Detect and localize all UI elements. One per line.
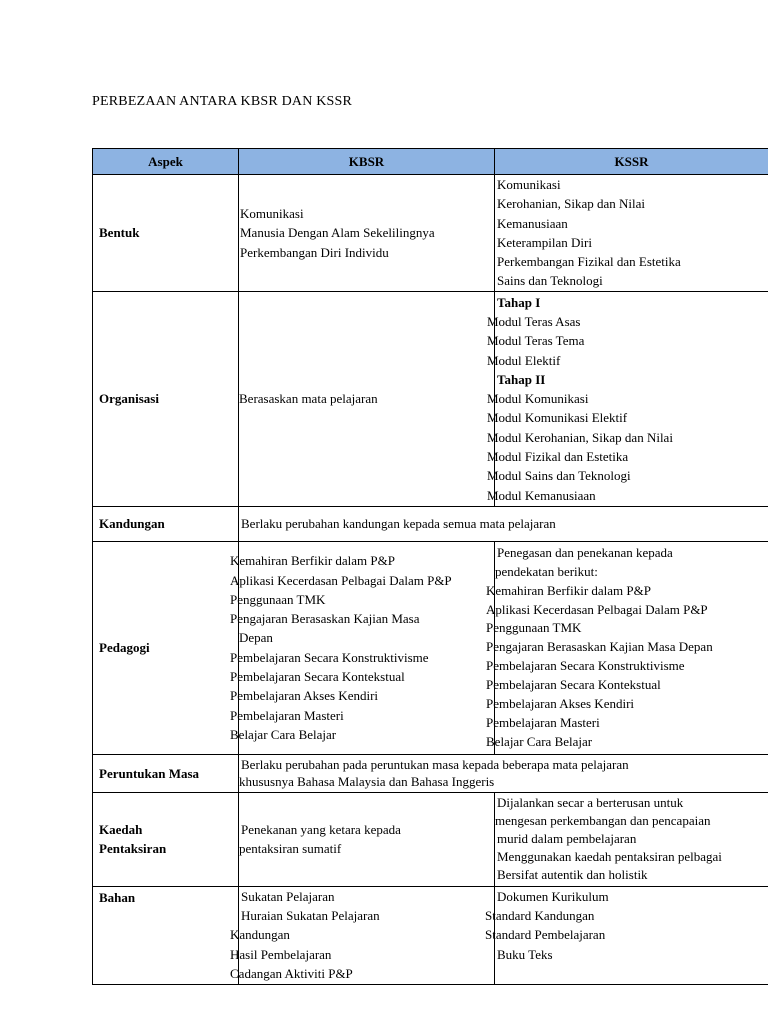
list-item: Penegasan dan penekanan kepada xyxy=(497,544,673,560)
row-kandungan xyxy=(93,506,768,541)
kssr-organisasi xyxy=(487,291,768,506)
aspek-kaedah-pentaksiran xyxy=(93,792,239,886)
list-item: Pengajaran Berasaskan Kajian Masa xyxy=(230,611,420,627)
list-item: Penggunaan TMK xyxy=(230,591,326,607)
aspek-line: Pentaksiran xyxy=(99,841,167,857)
list-item: pentaksiran sumatif xyxy=(239,841,342,857)
list-item: Pembelajaran Secara Kontekstual xyxy=(486,677,661,693)
list-item: Buku Teks xyxy=(497,946,553,962)
kbsr-bahan xyxy=(230,886,495,984)
comparison-table xyxy=(92,148,768,985)
list-item: Modul Sains dan Teknologi xyxy=(487,468,631,484)
header-kssr: KSSR xyxy=(495,149,768,175)
row-peruntukan-masa xyxy=(93,754,768,792)
list-item: Dokumen Kurikulum xyxy=(497,888,609,904)
aspek-bentuk: Bentuk xyxy=(93,175,239,292)
aspek-kandungan: Kandungan xyxy=(93,506,239,541)
list-item: Huraian Sukatan Pelajaran xyxy=(241,908,380,924)
list-item: Standard Pembelajaran xyxy=(485,927,606,943)
list-item: Tahap I xyxy=(497,294,541,310)
list-item: Sukatan Pelajaran xyxy=(241,888,335,904)
list-item: Modul Elektif xyxy=(487,352,561,368)
kssr-bahan xyxy=(485,886,768,984)
list-item: Bersifat autentik dan holistik xyxy=(497,867,648,883)
header-kbsr: KBSR xyxy=(239,149,495,175)
list-item: Kerohanian, Sikap dan Nilai xyxy=(497,196,646,212)
list-item: khususnya Bahasa Malaysia dan Bahasa Inggeris xyxy=(239,774,495,790)
list-item: Modul Kerohanian, Sikap dan Nilai xyxy=(487,429,673,445)
list-item: Pembelajaran Akses Kendiri xyxy=(230,688,379,704)
kssr-kaedah xyxy=(495,792,768,886)
kssr-bentuk xyxy=(495,175,768,292)
aspek-line: Kaedah xyxy=(99,821,143,837)
list-item: Kemanusiaan xyxy=(497,215,568,231)
list-item: Pembelajaran Secara Konstruktivisme xyxy=(486,658,685,674)
header-row xyxy=(93,149,768,175)
list-item: Perkembangan Fizikal dan Estetika xyxy=(497,254,681,270)
list-item: Pembelajaran Akses Kendiri xyxy=(486,696,635,712)
kbsr-pedagogi xyxy=(230,541,495,754)
list-item: Modul Komunikasi Elektif xyxy=(487,410,628,426)
aspek-peruntukan-masa: Peruntukan Masa xyxy=(93,754,239,792)
list-item: Modul Teras Tema xyxy=(487,333,585,349)
list-item: Manusia Dengan Alam Sekelilingnya xyxy=(240,225,435,241)
document-title: PERBEZAAN ANTARA KBSR DAN KSSR xyxy=(92,94,353,109)
list-item: Kemahiran Berfikir dalam P&P xyxy=(486,582,651,598)
list-item: mengesan perkembangan dan pencapaian xyxy=(495,813,711,829)
list-item: Pembelajaran Masteri xyxy=(230,707,344,723)
kbsr-organisasi xyxy=(239,291,495,506)
list-item: Pengajaran Berasaskan Kajian Masa Depan xyxy=(486,639,713,655)
list-item: Modul Teras Asas xyxy=(487,313,581,329)
aspek-organisasi: Organisasi xyxy=(93,291,239,506)
kssr-pedagogi xyxy=(486,541,768,754)
list-item: Modul Kemanusiaan xyxy=(487,487,596,503)
list-item: Modul Fizikal dan Estetika xyxy=(487,449,629,465)
row-bentuk xyxy=(93,175,768,292)
list-item: Aplikasi Kecerdasan Pelbagai Dalam P&P xyxy=(230,572,452,588)
list-item: Pembelajaran Masteri xyxy=(486,714,600,730)
list-item: murid dalam pembelajaran xyxy=(497,831,637,847)
aspek-pedagogi: Pedagogi xyxy=(93,541,239,754)
list-item: Dijalankan secar a berterusan untuk xyxy=(497,795,684,811)
list-item: Hasil Pembelajaran xyxy=(230,946,332,962)
list-item: Berlaku perubahan pada peruntukan masa kepada beberapa mata pelajaran xyxy=(241,757,629,773)
list-item: Belajar Cara Belajar xyxy=(230,726,337,742)
list-item: Perkembangan Diri Individu xyxy=(240,244,389,260)
row-pedagogi xyxy=(93,541,768,754)
kbsr-bentuk xyxy=(239,175,495,292)
list-item: Belajar Cara Belajar xyxy=(486,733,593,749)
list-item: Standard Kandungan xyxy=(485,908,595,924)
list-item: Kandungan xyxy=(230,927,290,943)
list-item: Berasaskan mata pelajaran xyxy=(239,391,378,407)
list-item: Menggunakan kaedah pentaksiran pelbagai xyxy=(497,849,722,865)
list-item: Depan xyxy=(239,630,273,646)
row-kaedah-pentaksiran xyxy=(93,792,768,886)
aspek-bahan xyxy=(93,886,239,984)
list-item: Keterampilan Diri xyxy=(497,234,592,250)
list-item: Modul Komunikasi xyxy=(487,391,589,407)
kbsr-kaedah xyxy=(239,792,495,886)
list-item: Komunikasi xyxy=(240,205,304,221)
row-organisasi xyxy=(93,291,768,506)
list-item: Pembelajaran Secara Kontekstual xyxy=(230,669,405,685)
list-item: Berlaku perubahan kandungan kepada semua mata pelajaran xyxy=(241,516,556,532)
list-item: Penekanan yang ketara kepada xyxy=(241,821,401,837)
list-item: Aplikasi Kecerdasan Pelbagai Dalam P&P xyxy=(486,601,708,617)
list-item: pendekatan berikut: xyxy=(495,563,598,579)
list-item: Kemahiran Berfikir dalam P&P xyxy=(230,553,395,569)
list-item: Cadangan Aktiviti P&P xyxy=(230,965,353,981)
row-bahan xyxy=(93,886,768,984)
list-item: Sains dan Teknologi xyxy=(497,273,603,289)
header-aspek: Aspek xyxy=(93,149,239,175)
list-item: Tahap II xyxy=(497,371,546,387)
list-item: Pembelajaran Secara Konstruktivisme xyxy=(230,649,429,665)
list-item: Penggunaan TMK xyxy=(486,620,582,636)
list-item: Komunikasi xyxy=(497,177,561,192)
peruntukan-span xyxy=(239,754,768,792)
kandungan-span xyxy=(239,506,768,541)
aspek-line: Bahan xyxy=(99,889,136,905)
